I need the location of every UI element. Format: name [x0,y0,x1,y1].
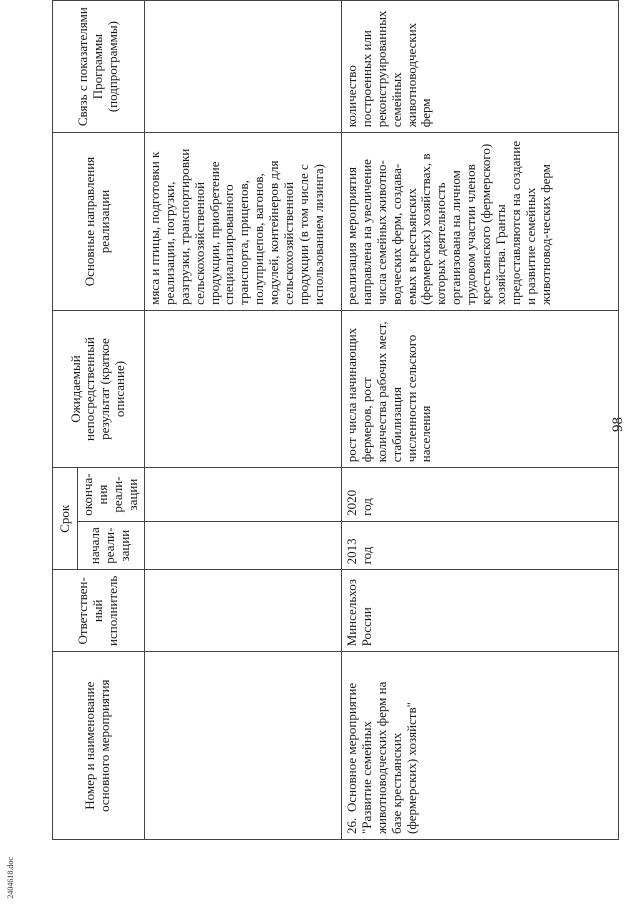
cell-empty [144,310,341,467]
cell-directions: реализация мероприятия направлена на увеличение числа семейных животно-водческих ферм, создава-емых в крестьянских (фермерских) хозяйствах, в которых деятельность организована на личном трудовом участии членов крестьянского (фермерского) хозяйства. Гранты предоставляются на создание и развитие семейных животновод-ческих ферм [341,133,618,311]
header-name: Номер и наименование основного мероприятия [53,652,145,840]
cell-empty [144,1,341,133]
header-start: начала реали-зации [78,521,145,569]
measures-table [52,0,619,840]
cell-executor: Минсельхоз России [341,570,618,652]
table-row-26 [341,1,618,840]
measure-name: Основное мероприятие "Развитие семейных животноводческих ферм на базе крестьянских (фермерских) хозяйств" [343,681,419,834]
cell-empty [144,521,341,569]
cell-empty [144,652,341,840]
header-link: Связь с показателями Программы (подпрограммы) [53,1,145,133]
table-row-continuation [144,1,341,840]
row-number: 26. [343,817,359,834]
cell-measure-name [341,652,618,840]
header-executor: Ответствен-ный исполнитель [53,570,145,652]
cell-result: рост числа начинающих фермеров, рост количества рабочих мест, стабилизация численности сельского населения [341,310,618,467]
document-sheet [52,0,632,840]
cell-directions-continuation: мяса и птицы, подготовки к реализации, погрузки, разгрузки, транспортировки сельскохозяйственной продукции, приобретение специализированного транспорта, прицепов, полуприцепов, вагонов, модулей, контейнеров для сельскохозяйственной продукции (в том числе с использованием лизинга) [144,133,341,311]
footer-code: 2404618.doc [6,857,15,899]
cell-empty [144,570,341,652]
cell-link: количество построенных или реконструированных семейных животноводческих ферм [341,1,618,133]
header-end: оконча-ния реали-зации [78,468,145,522]
header-term: Срок [53,468,78,570]
cell-start: 2013 год [341,521,618,569]
page-number: 98 [610,417,626,432]
header-directions: Основные направления реализации [53,133,145,311]
cell-end: 2020 год [341,468,618,522]
header-result: Ожидаемый непосредственный результат (краткое описание) [53,310,145,467]
cell-empty [144,468,341,522]
